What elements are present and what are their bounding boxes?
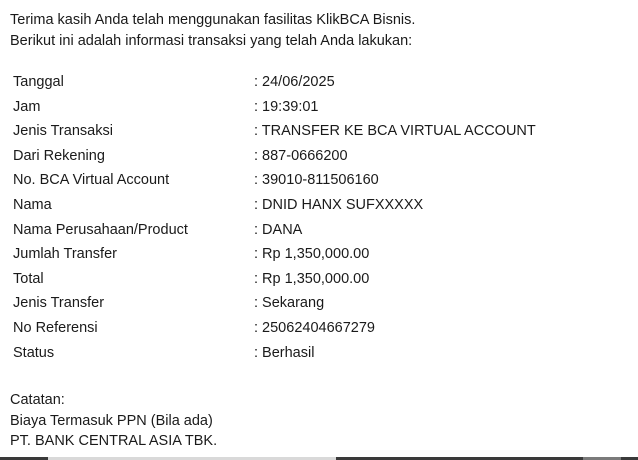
detail-value: : 24/06/2025 <box>254 74 335 90</box>
transaction-details <box>13 70 633 365</box>
detail-row-nama <box>13 193 633 218</box>
detail-value: : 887-0666200 <box>254 147 348 164</box>
detail-value: : Rp 1,350,000.00 <box>254 246 370 263</box>
detail-row-no-referensi <box>13 316 633 341</box>
detail-row-status <box>13 341 633 366</box>
detail-label: Jam <box>13 98 41 115</box>
detail-row-total <box>13 267 633 292</box>
notes-bank-line: PT. BANK CENTRAL ASIA TBK. <box>10 433 218 449</box>
detail-value: : Berhasil <box>254 344 315 361</box>
detail-value: : 19:39:01 <box>254 98 319 115</box>
intro-message <box>10 10 415 52</box>
detail-value: : DNID HANX SUFXXXXX <box>254 196 424 213</box>
detail-value: : 39010-811506160 <box>254 172 379 189</box>
notes-section <box>10 390 217 452</box>
intro-line-info: Berikut ini adalah informasi transaksi yang telah Anda lakukan: <box>10 33 413 49</box>
detail-label: Nama <box>13 196 52 213</box>
detail-label: Jumlah Transfer <box>13 246 117 263</box>
detail-label: Tanggal <box>13 74 64 90</box>
detail-row-virtual-account <box>13 168 633 193</box>
detail-value: : 25062404667279 <box>254 319 375 336</box>
detail-row-jenis-transaksi <box>13 119 633 144</box>
detail-value: : Rp 1,350,000.00 <box>254 270 370 287</box>
detail-row-jam <box>13 95 633 120</box>
detail-label: Total <box>13 270 44 287</box>
detail-label: No. BCA Virtual Account <box>13 172 170 189</box>
detail-label: Status <box>13 344 55 361</box>
detail-row-tanggal <box>13 70 633 95</box>
detail-value: : Sekarang <box>254 295 325 312</box>
detail-row-nama-perusahaan <box>13 218 633 243</box>
detail-value: : DANA <box>254 221 303 238</box>
detail-value: : TRANSFER KE BCA VIRTUAL ACCOUNT <box>254 123 536 140</box>
notes-heading: Catatan: <box>10 392 65 408</box>
detail-label: Jenis Transfer <box>13 295 105 312</box>
detail-label: Jenis Transaksi <box>13 123 113 140</box>
notes-tax-line: Biaya Termasuk PPN (Bila ada) <box>10 412 213 429</box>
detail-row-jumlah-transfer <box>13 242 633 267</box>
detail-label: Nama Perusahaan/Product <box>13 221 188 238</box>
detail-label: Dari Rekening <box>13 147 105 164</box>
detail-row-dari-rekening <box>13 144 633 169</box>
intro-line-thanks: Terima kasih Anda telah menggunakan fasilitas KlikBCA Bisnis. <box>10 12 416 28</box>
detail-row-jenis-transfer <box>13 291 633 316</box>
detail-label: No Referensi <box>13 319 98 336</box>
